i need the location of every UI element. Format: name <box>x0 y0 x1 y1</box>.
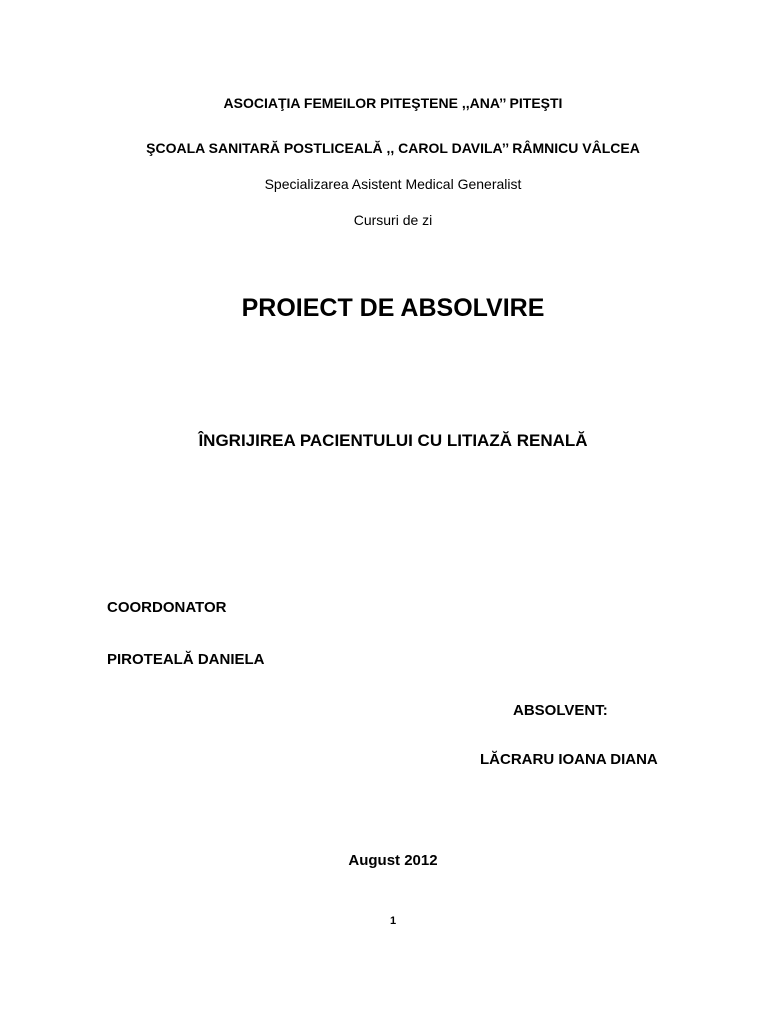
thesis-title: ÎNGRIJIREA PACIENTULUI CU LITIAZĂ RENALĂ <box>198 431 588 450</box>
graduate-label: ABSOLVENT: <box>513 702 608 719</box>
graduate-name: LĂCRARU IOANA DIANA <box>480 751 658 768</box>
specialization-line: Specializarea Asistent Medical Generalist <box>264 176 522 192</box>
school-name: ŞCOALA SANITARĂ POSTLICEALĂ ,, CAROL DAVILA’’ RÂMNICU VÂLCEA <box>146 140 640 156</box>
coordinator-name: PIROTEALĂ DANIELA <box>107 651 265 668</box>
document-date: August 2012 <box>348 852 438 869</box>
courses-line: Cursuri de zi <box>353 212 433 228</box>
organization-name: ASOCIAŢIA FEMEILOR PITEŞTENE ,,ANA’’ PITEŞTI <box>223 95 563 111</box>
page-number: 1 <box>389 915 397 927</box>
project-title: PROIECT DE ABSOLVIRE <box>241 294 545 322</box>
coordinator-label: COORDONATOR <box>107 599 227 616</box>
